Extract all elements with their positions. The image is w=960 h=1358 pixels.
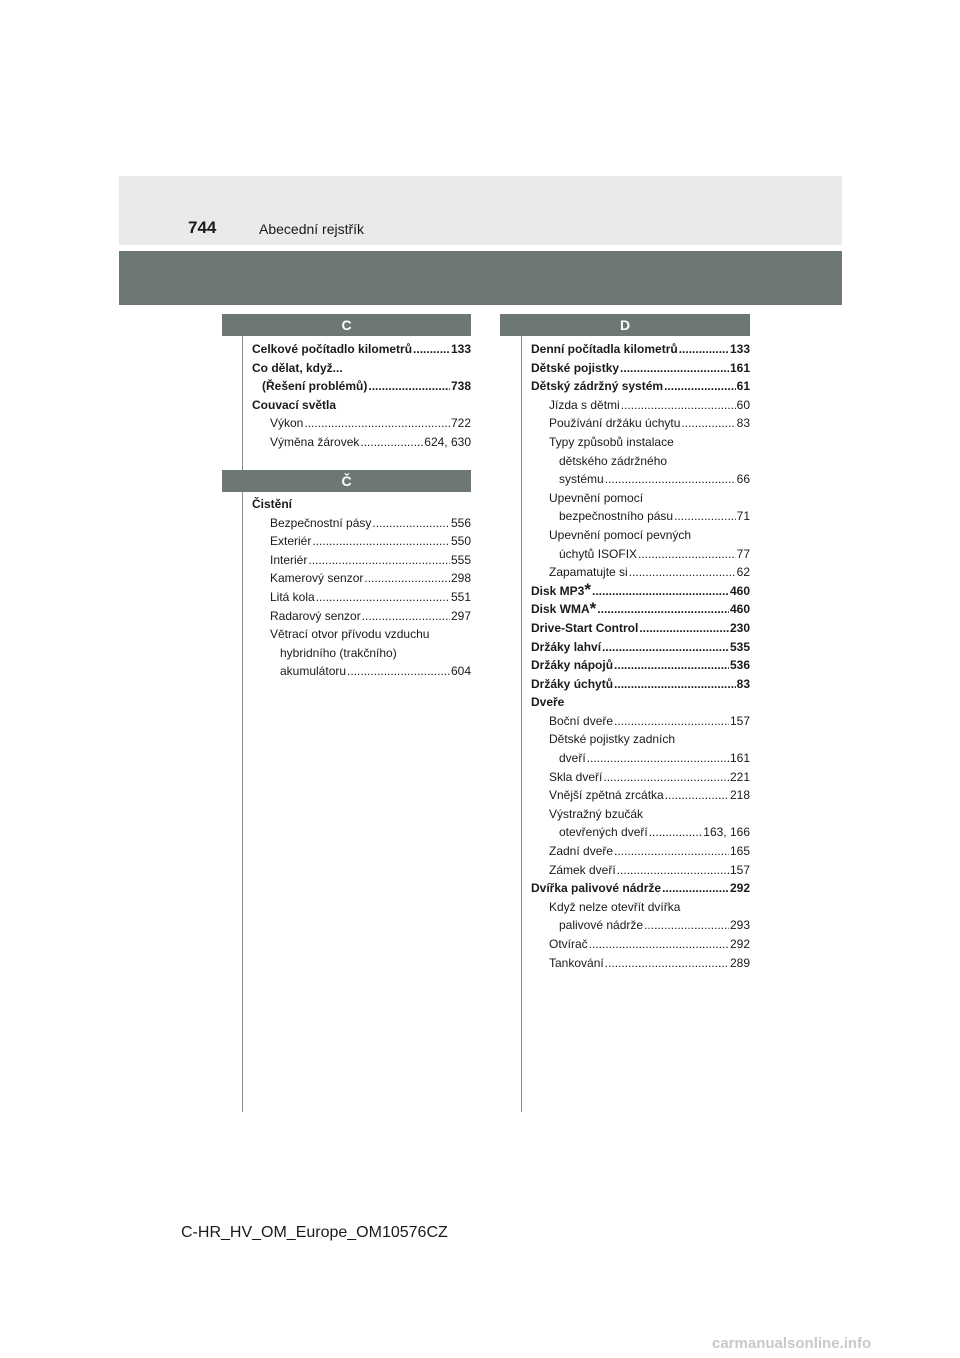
index-subentry[interactable]: Vnější zpětná zrcátka ..... 218 (531, 786, 750, 805)
asterisk-icon: * (584, 580, 591, 600)
index-subentry[interactable]: Jízda s dětmi ..... 60 (531, 396, 750, 415)
index-entry[interactable]: Denní počítadla kilometrů ..... 133 (531, 340, 750, 359)
index-subentry-continued[interactable]: otevřených dveří ..... 163, 166 (531, 823, 750, 842)
index-subentry[interactable]: Tankování ..... 289 (531, 954, 750, 973)
index-subentry[interactable]: Výměna žárovek ..... 624, 630 (252, 433, 471, 452)
index-entry[interactable]: (Řešení problémů) ..... 738 (252, 377, 471, 396)
index-subentry[interactable]: Skla dveří ..... 221 (531, 768, 750, 787)
index-subentry[interactable]: Používání držáku úchytu ..... 83 (531, 414, 750, 433)
index-subentry: Výstražný bzučák (549, 806, 644, 821)
letter-header-d: D (500, 314, 750, 336)
index-entry[interactable]: Disk MP3 * ..... 460 (531, 582, 750, 601)
index-entry[interactable]: Dětské pojistky ..... 161 (531, 359, 750, 378)
index-entry[interactable]: Držáky nápojů ..... 536 (531, 656, 750, 675)
index-subentry: Větrací otvor přívodu vzduchu (270, 627, 430, 642)
index-subentry-continued[interactable]: úchytů ISOFIX ..... 77 (531, 545, 750, 564)
index-entry[interactable]: Disk WMA * ..... 460 (531, 600, 750, 619)
index-entry[interactable]: Celkové počítadlo kilometrů ..... 133 (252, 340, 471, 359)
section-title: Abecední rejstřík (259, 221, 365, 237)
letter-header-c: C (222, 314, 471, 336)
index-subentry-continued[interactable]: akumulátoru ..... 604 (252, 662, 471, 681)
index-entry[interactable]: Držáky úchytů ..... 83 (531, 675, 750, 694)
watermark: carmanualsonline.info (712, 1335, 872, 1352)
left-column-rule (242, 314, 243, 1112)
index-entry: Čistění (252, 497, 293, 511)
index-subentry[interactable]: Boční dveře ..... 157 (531, 712, 750, 731)
index-subentry[interactable]: Zapamatujte si ..... 62 (531, 563, 750, 582)
index-entry: Co dělat, když... (252, 360, 343, 375)
index-entry[interactable]: Dvířka palivové nádrže ..... 292 (531, 879, 750, 898)
index-subentry: Upevnění pomocí pevných (549, 527, 692, 542)
header-band (119, 176, 842, 245)
asterisk-icon: * (589, 598, 597, 618)
index-entry: Couvací světla (252, 397, 337, 412)
index-subentry[interactable]: Zadní dveře ..... 165 (531, 842, 750, 861)
index-subentry[interactable]: Výkon ..... 722 (252, 414, 471, 433)
index-entry: Dveře (531, 695, 565, 710)
index-entry[interactable]: Drive-Start Control ..... 230 (531, 619, 750, 638)
index-subentry-continued[interactable]: bezpečnostního pásu ..... 71 (531, 507, 750, 526)
index-entry[interactable]: Dětský zádržný systém ..... 61 (531, 377, 750, 396)
page-number: 744 (188, 218, 217, 237)
index-entry[interactable]: Držáky lahví ..... 535 (531, 638, 750, 657)
index-subentry[interactable]: Zámek dveří ..... 157 (531, 861, 750, 880)
index-subentry: Když nelze otevřít dvířka (549, 899, 681, 914)
index-list-d (531, 340, 750, 972)
chapter-band (119, 251, 842, 305)
index-subentry[interactable]: Kamerový senzor ..... 298 (252, 569, 471, 588)
index-subentry: Typy způsobů instalace (549, 434, 674, 449)
index-subentry: Dětské pojistky zadních (549, 732, 676, 747)
index-subentry-continued[interactable]: systému ..... 66 (531, 470, 750, 489)
index-list-c-caron (252, 495, 471, 681)
letter-header-c-caron: Č (222, 470, 471, 492)
index-subentry-continued[interactable]: dveří ..... 161 (531, 749, 750, 768)
index-subentry: Upevnění pomocí (549, 490, 644, 505)
index-subentry[interactable]: Radarový senzor ..... 297 (252, 607, 471, 626)
index-list-c (252, 340, 471, 452)
index-subentry[interactable]: Otvírač ..... 292 (531, 935, 750, 954)
index-subentry-continued: hybridního (trakčního) (280, 645, 397, 660)
right-column-rule (521, 314, 522, 1112)
index-subentry[interactable]: Bezpečnostní pásy ..... 556 (252, 514, 471, 533)
index-subentry-continued[interactable]: palivové nádrže ..... 293 (531, 916, 750, 935)
index-subentry[interactable]: Litá kola ..... 551 (252, 588, 471, 607)
index-subentry[interactable]: Interiér ..... 555 (252, 551, 471, 570)
document-code: C-HR_HV_OM_Europe_OM10576CZ (181, 1224, 448, 1241)
index-subentry[interactable]: Exteriér ..... 550 (252, 532, 471, 551)
index-subentry-continued: dětského zádržného (559, 453, 668, 468)
